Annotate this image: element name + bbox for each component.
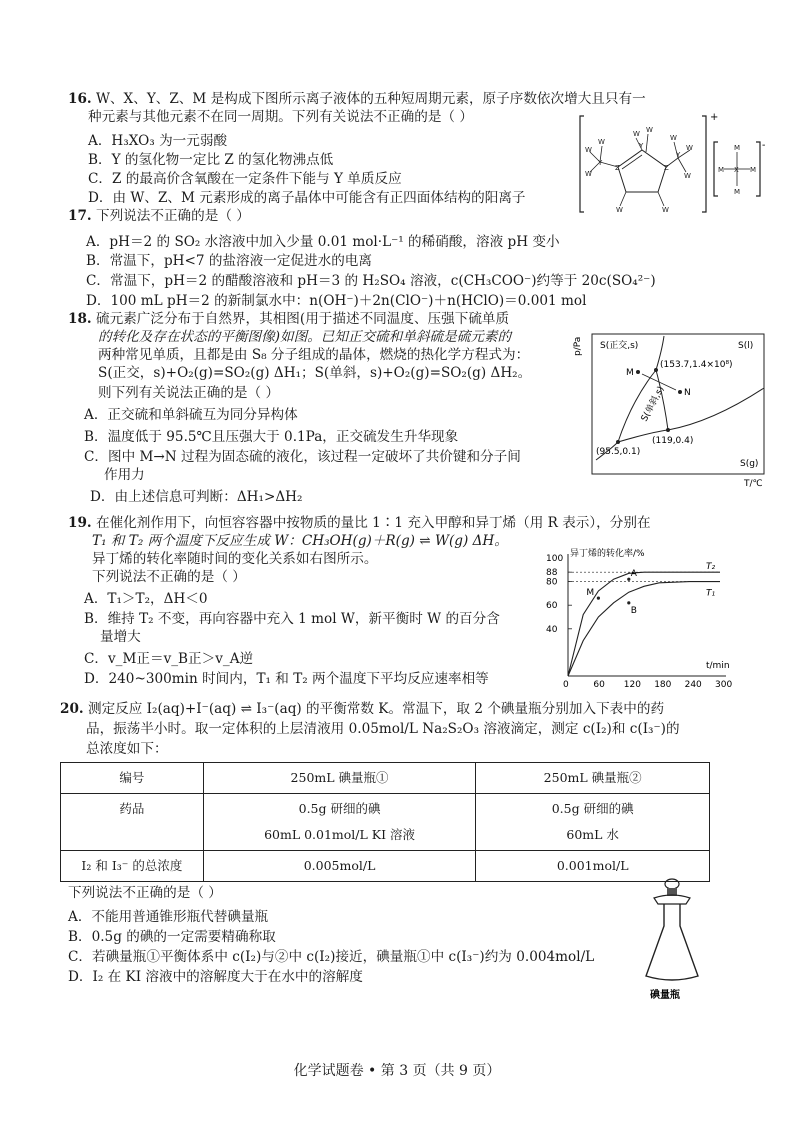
region-rhombic: S(正交,s) (600, 341, 639, 351)
q16-option-c: C．Z 的最高价含氧酸在一定条件下能与 Y 单质反应 (88, 171, 402, 187)
point-95: (95.5,0.1) (596, 447, 641, 457)
svg-text:W: W (633, 130, 640, 138)
q16-option-a: A．H₃XO₃ 为一元弱酸 (88, 133, 228, 149)
q20-line2: 品，振荡半小时。取一定体积的上层清液用 0.05mol/L Na₂S₂O₃ 溶液滴定，测定 c(I₂)和 c(I₃⁻)的 (86, 721, 680, 737)
cation-charge: + (710, 112, 719, 123)
table-row (61, 851, 710, 882)
q18-line2: 的转化及存在状态的平衡图像)如图。已知正交硫和单斜硫是硫元素的 (98, 329, 512, 345)
q16-option-d: D．由 W、Z、M 元素形成的离子晶体中可能含有正四面体结构的阳离子 (88, 190, 526, 206)
point-119: (119,0.4) (652, 436, 694, 446)
x-tick-label: 0 (563, 680, 569, 690)
q19-option-b-cont: 量增大 (100, 629, 141, 645)
svg-text:W: W (585, 146, 592, 154)
q19-option-a: A．T₁＞T₂，ΔH＜0 (84, 591, 208, 607)
phase-xlabel: T/℃ (744, 479, 763, 488)
phase-ylabel: p/Pa (573, 336, 583, 356)
svg-text:W: W (684, 172, 691, 180)
svg-text:M: M (734, 144, 741, 152)
y-tick-label: 88 (546, 568, 558, 579)
svg-text:W: W (616, 206, 623, 214)
anion-charge: - (762, 140, 766, 151)
q18-line1: 18. 硫元素广泛分布于自然界，其相图(用于描述不同温度、压强下硫单质 (68, 311, 510, 327)
iodine-flask-icon (640, 872, 710, 1002)
svg-text:Y: Y (598, 159, 603, 167)
chart-ylabel: 异丁烯的转化率/% (570, 549, 645, 559)
page-footer: 化学试题卷 • 第 3 页（共 9 页） (293, 1063, 501, 1079)
x-tick-label: 240 (684, 680, 702, 690)
q18-line3: 两种常见单质，且都是由 S₈ 分子组成的晶体，燃烧的热化学方程式为： (98, 347, 530, 363)
q18-option-d: D．由上述信息可判断：ΔH₁>ΔH₂ (90, 489, 303, 505)
q20-option-a: A．不能用普通锥形瓶代替碘量瓶 (68, 909, 269, 925)
x-tick-label: 180 (654, 680, 672, 690)
q20-stem: 下列说法不正确的是（ ） (68, 885, 222, 901)
series-label: T₁ (706, 588, 716, 599)
q17-stem: 17. 下列说法不正确的是（ ） (68, 208, 250, 224)
svg-text:X: X (734, 166, 739, 174)
region-gas: S(g) (740, 459, 759, 469)
q18-line5: 则下列有关说法正确的是（ ） (98, 385, 280, 401)
iodine-table (60, 762, 710, 882)
q19-line2: T₁ 和 T₂ 两个温度下反应生成 W：CH₃OH(g)＋R(g) ⇌ W(g) ΔH。 (92, 533, 508, 549)
svg-text:W: W (670, 134, 677, 142)
svg-text:Y: Y (676, 151, 681, 159)
region-liquid: S(l) (738, 341, 754, 351)
q19-option-b: B．维持 T₂ 不变，再向容器中充入 1 mol W，新平衡时 W 的百分含 (84, 611, 500, 627)
q18-option-a: A．正交硫和单斜硫互为同分异构体 (84, 407, 298, 423)
data-point (627, 601, 630, 604)
sulfur-phase-diagram (572, 330, 772, 488)
svg-text:Y: Y (639, 142, 644, 150)
q18-option-b: B．温度低于 95.5℃且压强大于 0.1Pa，正交硫发生升华现象 (84, 429, 459, 445)
flask-label: 碘量瓶 (650, 990, 680, 1001)
q19-line3: 异丁烯的转化率随时间的变化关系如右图所示。 (92, 551, 378, 567)
q17-option-c: C．常温下，pH＝2 的醋酸溶液和 pH＝3 的 H₂SO₄ 溶液，c(CH₃COO⁻)约等于 20c(SO₄²⁻) (86, 273, 656, 289)
svg-text:M: M (750, 166, 757, 174)
x-tick-label: 120 (623, 680, 641, 690)
q17-option-a: A．pH＝2 的 SO₂ 水溶液中加入少量 0.01 mol·L⁻¹ 的稀硝酸，溶液 pH 变小 (86, 234, 560, 250)
svg-text:W: W (662, 206, 669, 214)
table-header-cell: 250mL 碘量瓶② (476, 763, 710, 794)
q18-option-c-cont: 作用力 (104, 467, 145, 483)
point-label: M (586, 588, 595, 599)
x-tick-label: 60 (593, 680, 605, 690)
point-153: (153.7,1.4×10⁸) (660, 360, 733, 370)
q19-line4: 下列说法不正确的是（ ） (92, 569, 246, 585)
series-label: T₂ (706, 562, 716, 573)
q16-option-b: B．Y 的氢化物一定比 Z 的氢化物沸点低 (88, 152, 334, 168)
svg-text:W: W (598, 138, 605, 146)
point-m: M (626, 368, 634, 378)
q17-option-d: D．100 mL pH＝2 的新制氯水中：n(OH⁻)＋2n(ClO⁻)＋n(HClO)＝0.001 mol (86, 293, 587, 309)
q20-option-d: D．I₂ 在 KI 溶液中的溶解度大于在水中的溶解度 (68, 969, 363, 985)
q16-line1: 16. W、X、Y、Z、M 是构成下图所示离子液体的五种短周期元素，原子序数依次增大且只有一 (68, 91, 646, 107)
q18-line4: S(正交，s)+O₂(g)=SO₂(g) ΔH₁；S(单斜，s)+O₂(g)=SO₂(g) ΔH₂。 (98, 365, 532, 381)
q17-option-b: B．常温下，pH<7 的盐溶液一定促进水的电离 (86, 253, 372, 269)
q20-option-c: C．若碘量瓶①平衡体系中 c(I₂)与②中 c(I₂)接近，碘量瓶①中 c(I₃⁻)约为 0.004mol/L (68, 949, 595, 965)
y-tick-label: 40 (546, 624, 558, 635)
x-tick-label: 300 (715, 680, 733, 690)
svg-text:M: M (734, 188, 741, 196)
y-tick-label: 100 (546, 554, 564, 564)
q16-line2: 种元素与其他元素不在同一周期。下列有关说法不正确的是（ ） (88, 109, 473, 125)
chart-xlabel: t/min (706, 661, 730, 671)
q18-option-c: C．图中 M→N 过程为固态硫的液化，该过程一定破坏了共价键和分子间 (84, 449, 521, 465)
region-monoclinic: S(单斜,s) (639, 384, 667, 424)
table-cell: 药品 (61, 794, 204, 851)
q20-line3: 总浓度如下： (86, 741, 168, 757)
point-label: B (630, 605, 637, 616)
svg-text:M: M (718, 166, 725, 174)
table-cell: 0.001mol/L (476, 851, 710, 882)
table-cell: 0.5g 研细的碘 60mL 0.01mol/L KI 溶液 (203, 794, 476, 851)
q20-option-b: B．0.5g 的碘的一定需要精确称取 (68, 929, 276, 945)
table-row (61, 794, 710, 851)
svg-text:W: W (646, 126, 653, 134)
table-cell: I₂ 和 I₃⁻ 的总浓度 (61, 851, 204, 882)
q19-option-d: D．240~300min 时间内，T₁ 和 T₂ 两个温度下平均反应速率相等 (84, 671, 489, 687)
ionic-liquid-figure (578, 112, 770, 216)
conversion-chart (540, 548, 736, 694)
svg-text:W: W (686, 144, 693, 152)
y-tick-label: 80 (546, 577, 558, 588)
q20-line1: 20. 测定反应 I₂(aq)+I⁻(aq) ⇌ I₃⁻(aq) 的平衡常数 K。常温下，取 2 个碘量瓶分别加入下表中的药 (60, 701, 665, 717)
table-header-cell: 250mL 碘量瓶① (203, 763, 476, 794)
point-n: N (684, 388, 691, 398)
table-row (61, 763, 710, 794)
table-cell: 0.5g 研细的碘 60mL 水 (476, 794, 710, 851)
q19-line1: 19. 在催化剂作用下，向恒容容器中按物质的量比 1∶1 充入甲醇和异丁烯（用 R 表示），分别在 (68, 515, 651, 531)
point-label: A (630, 569, 637, 580)
y-tick-label: 60 (546, 601, 558, 612)
table-cell: 0.005mol/L (203, 851, 476, 882)
svg-text:Z: Z (615, 164, 620, 172)
svg-text:W: W (585, 170, 592, 178)
table-header-cell: 编号 (61, 763, 204, 794)
q19-option-c: C．v_M正＝v_B正＞v_A逆 (84, 651, 254, 667)
svg-text:Z: Z (664, 164, 669, 172)
data-point (597, 597, 600, 600)
